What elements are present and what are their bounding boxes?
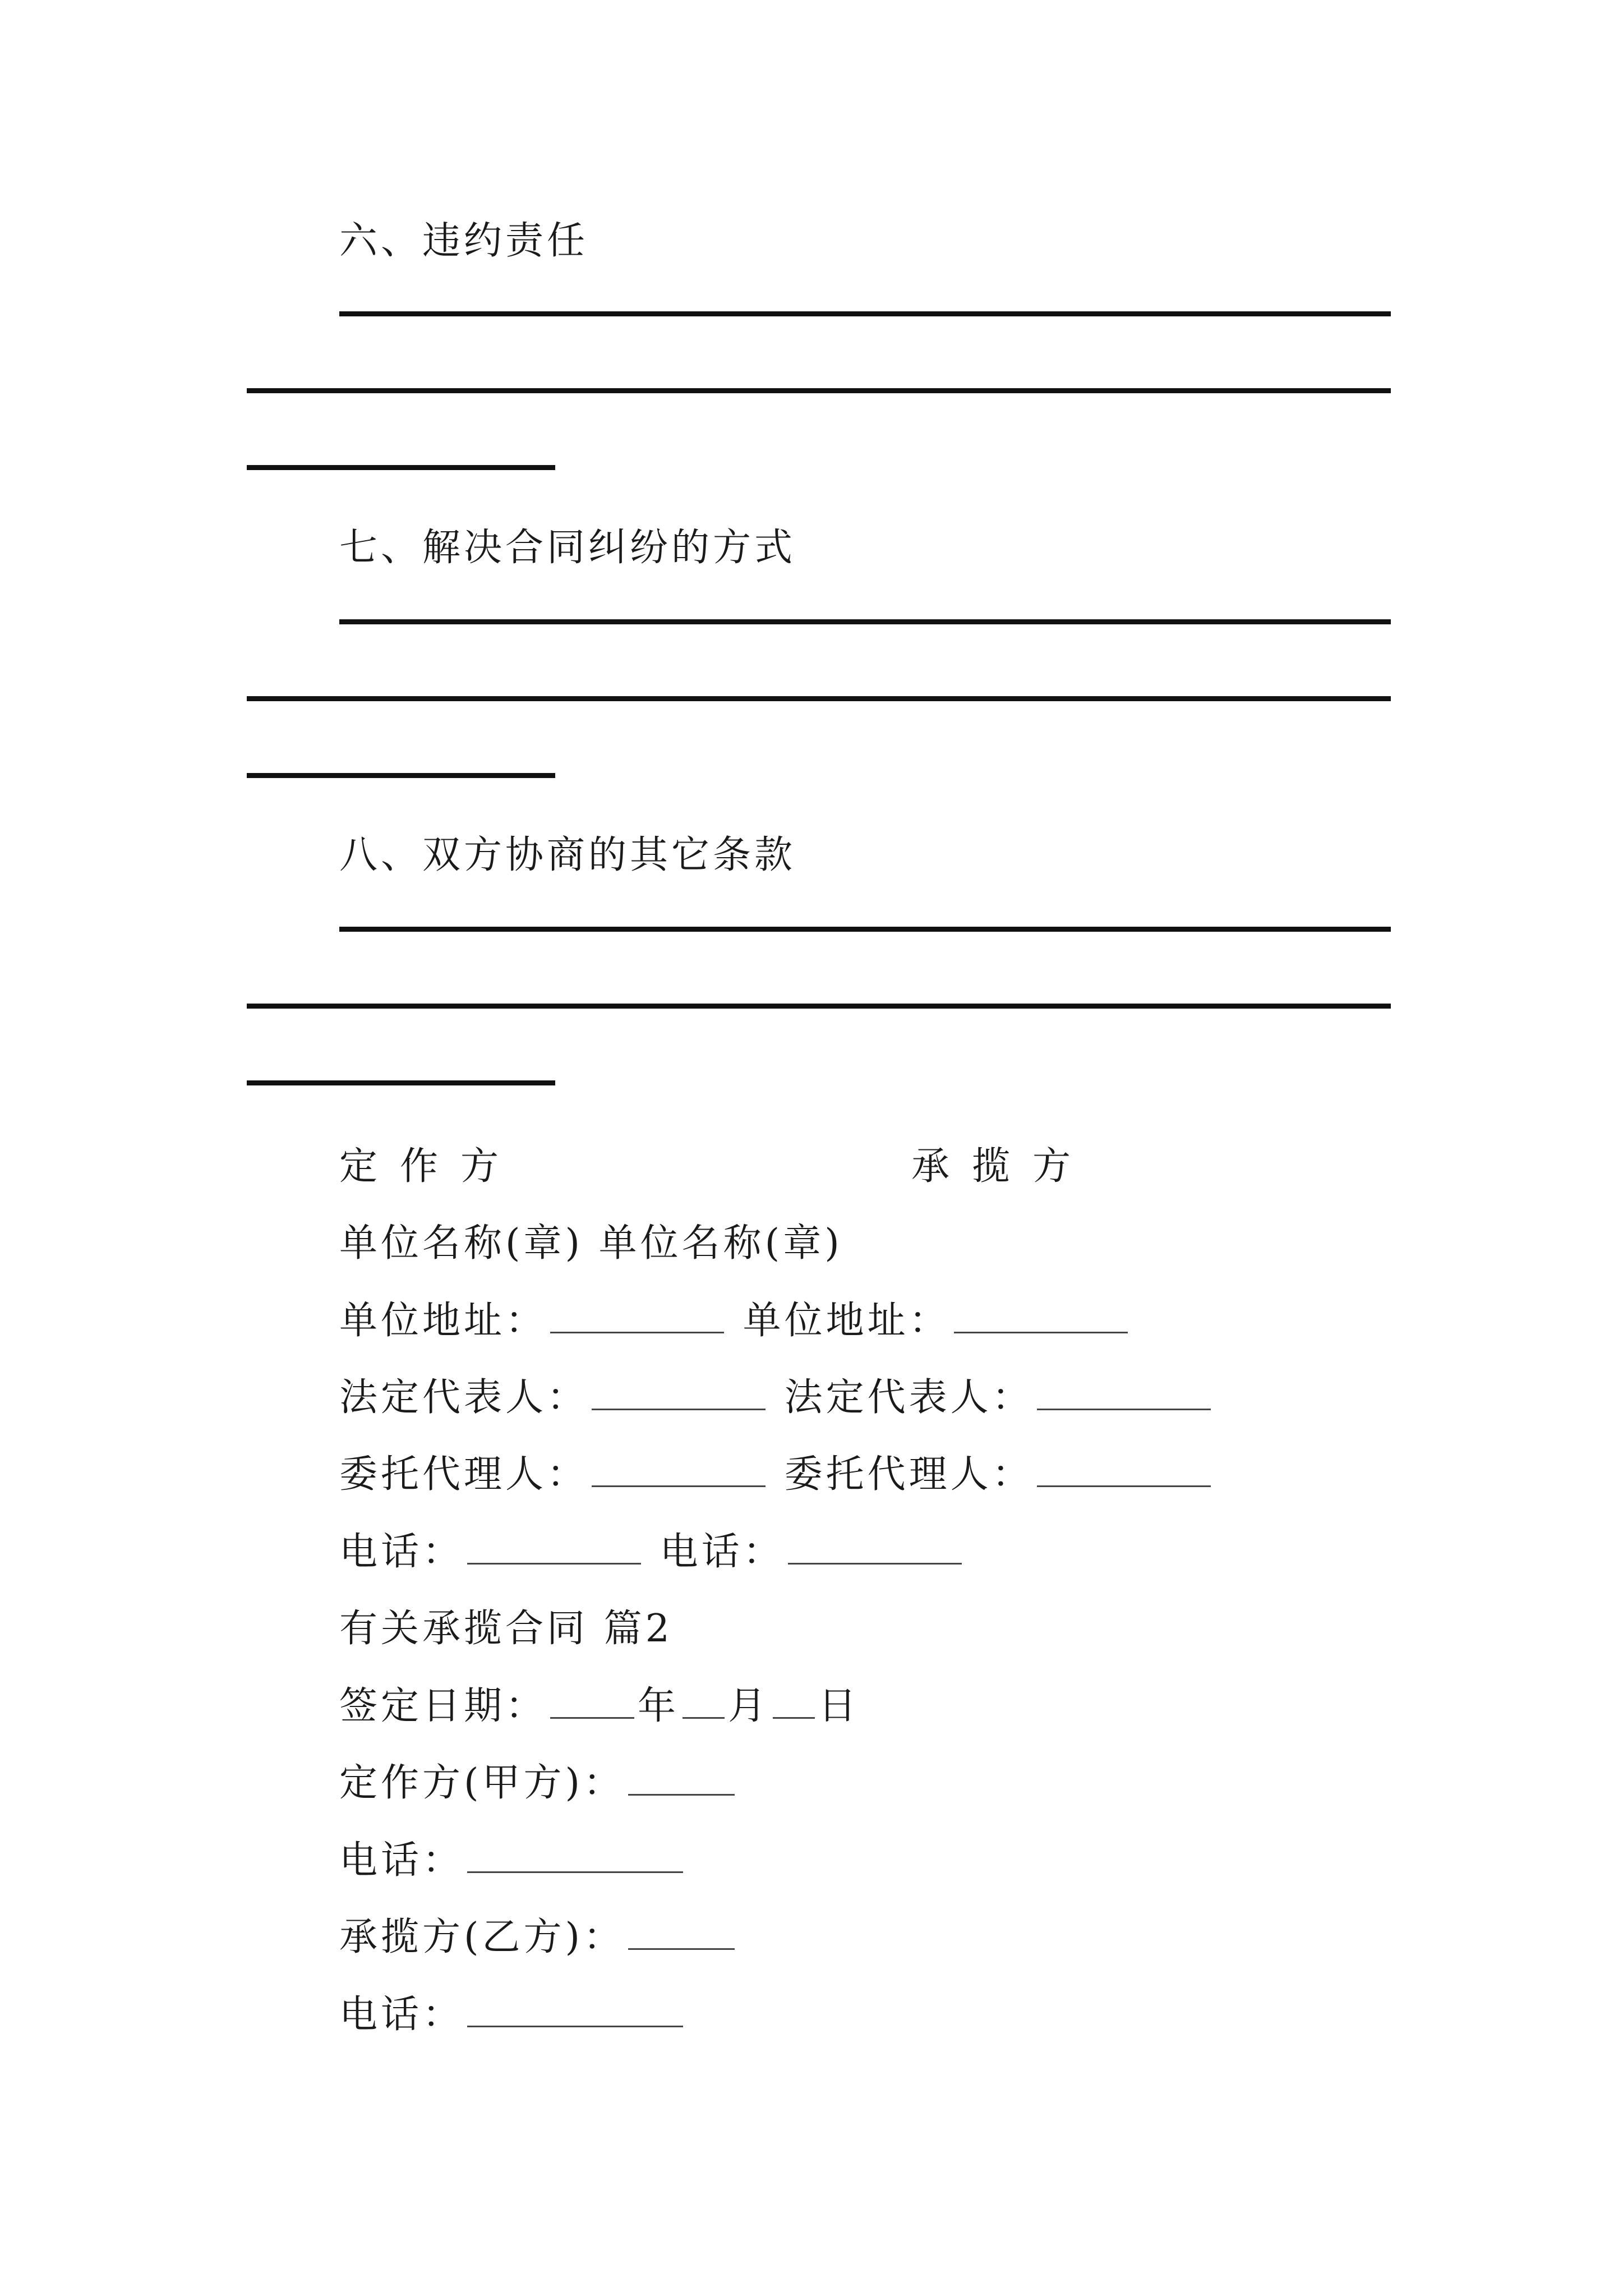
legal-rep-blank-a[interactable] (592, 1375, 766, 1410)
agent-label-a: 委托代理人： (339, 1452, 589, 1497)
section-heading-6: 六、违约责任 (339, 219, 589, 263)
year-label: 年 (638, 1684, 680, 1728)
unit-address-label-a: 单位地址： (339, 1299, 547, 1343)
legal-rep-label-a: 法定代表人： (339, 1375, 589, 1420)
phone-b-row (339, 1990, 686, 2040)
fill-line (247, 696, 1391, 701)
phone-blank-b[interactable] (788, 1529, 962, 1565)
section-heading-8: 八、双方协商的其它条款 (339, 833, 796, 877)
fill-line (247, 1080, 555, 1085)
sign-date-row (339, 1681, 860, 1732)
section-heading-7: 七、解决合同纠纷的方式 (339, 526, 796, 570)
unit-name-line: 单位名称(章) 单位名称(章) (339, 1221, 843, 1266)
fill-line (339, 927, 1391, 932)
month-label: 月 (728, 1684, 770, 1728)
unit-address-blank-a[interactable] (550, 1298, 724, 1333)
party-a-blank[interactable] (628, 1760, 735, 1796)
unit-address-row (339, 1296, 1131, 1346)
phone-label-a: 电话： (339, 1530, 464, 1574)
party-b-row (339, 1912, 738, 1963)
party-a-row (339, 1758, 738, 1809)
legal-rep-row (339, 1373, 1214, 1423)
day-label: 日 (818, 1684, 860, 1728)
day-blank[interactable] (773, 1683, 815, 1719)
party-b-blank[interactable] (628, 1915, 735, 1950)
agent-blank-a[interactable] (592, 1452, 766, 1487)
year-blank[interactable] (550, 1683, 634, 1719)
agent-row (339, 1450, 1214, 1500)
agent-label-b: 委托代理人： (784, 1452, 1034, 1497)
fill-line (247, 465, 555, 470)
phone-a-row (339, 1835, 686, 1886)
fill-line (247, 388, 1391, 393)
party-b-label: 承揽方(乙方)： (339, 1915, 625, 1959)
fill-line (339, 619, 1391, 624)
phone-a-blank[interactable] (467, 1838, 683, 1873)
phone-a-label: 电话： (339, 1838, 464, 1883)
party-b-heading: 承揽方 (911, 1144, 1094, 1189)
sign-date-label: 签定日期： (339, 1684, 547, 1728)
party-a-label: 定作方(甲方)： (339, 1761, 625, 1805)
phone-label-b: 电话： (660, 1530, 785, 1574)
party-a-heading: 定作方 (339, 1144, 522, 1189)
fill-line (247, 773, 555, 778)
phone-row (339, 1527, 965, 1577)
contract2-title: 有关承揽合同 篇2 (339, 1607, 673, 1651)
legal-rep-blank-b[interactable] (1037, 1375, 1211, 1410)
phone-b-blank[interactable] (467, 1992, 683, 2027)
phone-b-label: 电话： (339, 1993, 464, 2037)
agent-blank-b[interactable] (1037, 1452, 1211, 1487)
unit-address-label-b: 单位地址： (743, 1299, 951, 1343)
fill-line (247, 1004, 1391, 1009)
unit-address-blank-b[interactable] (954, 1298, 1128, 1333)
phone-blank-a[interactable] (467, 1529, 641, 1565)
fill-line (339, 311, 1391, 316)
legal-rep-label-b: 法定代表人： (784, 1375, 1034, 1420)
month-blank[interactable] (683, 1683, 725, 1719)
